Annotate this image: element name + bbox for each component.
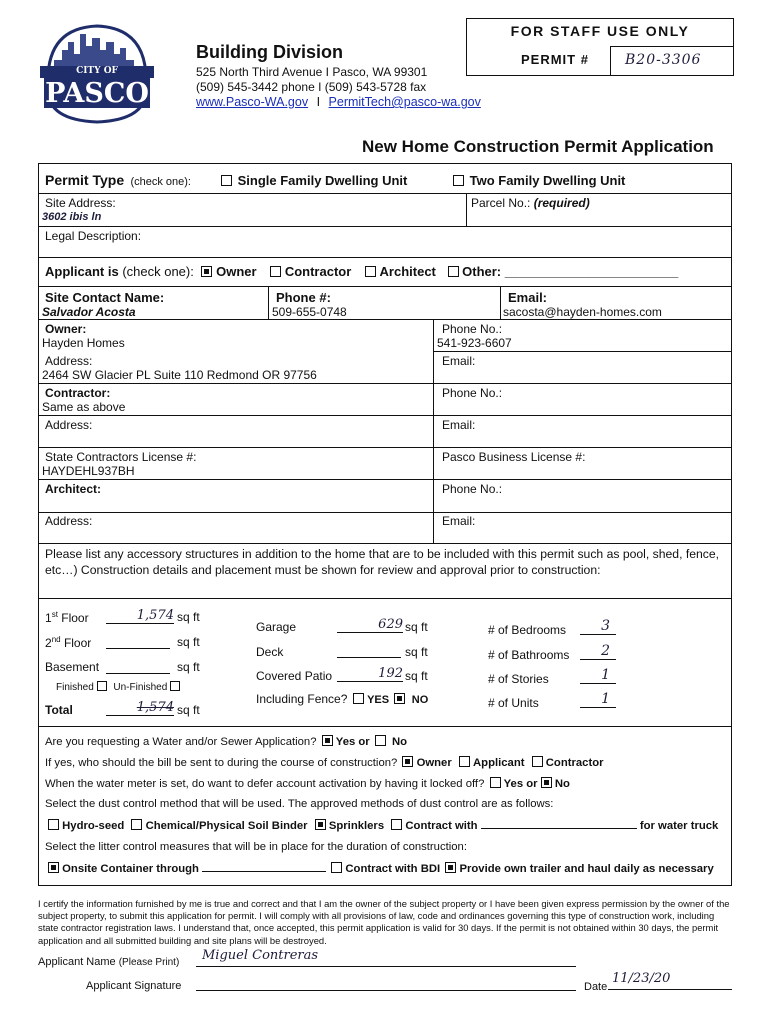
site-address-label: Site Address: (45, 196, 116, 210)
total-label: Total (45, 703, 73, 717)
meter-lock-yes-checkbox[interactable] (490, 777, 501, 788)
units-value: 1 (601, 691, 610, 707)
units-field[interactable] (580, 691, 616, 708)
first-floor-value: 1,574 (136, 608, 174, 623)
patio-field[interactable] (337, 666, 403, 682)
applicant-owner-label: Owner (216, 264, 257, 279)
divider (38, 257, 732, 258)
stories-field[interactable] (580, 667, 616, 684)
second-floor-num: 2 (45, 636, 52, 650)
onsite-container-checkbox[interactable] (48, 862, 59, 873)
owner-address-label: Address: (45, 354, 93, 368)
meter-lock-no-label: No (554, 778, 570, 790)
dust-contract-checkbox[interactable] (391, 819, 402, 830)
water-request-row (45, 735, 407, 748)
permit-type-label: Permit Type (45, 172, 125, 188)
divider (38, 286, 732, 287)
applicant-other-label: Other: ________________________ (462, 264, 679, 279)
bill-owner-checkbox[interactable] (402, 756, 413, 767)
permit-type-hint: (check one): (130, 176, 191, 188)
form-title: New Home Construction Permit Application (362, 137, 714, 156)
dust-contract-field[interactable] (481, 819, 637, 829)
fence-no-checkbox[interactable] (394, 693, 405, 704)
deck-unit: sq ft (405, 645, 428, 659)
architect-phone-label[interactable]: Phone No.: (442, 482, 503, 496)
divider (500, 286, 501, 319)
garage-value: 629 (378, 617, 403, 632)
bedrooms-field[interactable] (580, 618, 616, 635)
bedrooms-label: # of Bedrooms (488, 623, 567, 637)
meter-lock-yes-label: Yes or (503, 778, 538, 790)
link-separator: I (316, 95, 321, 109)
contractor-value[interactable]: Same as above (42, 400, 126, 414)
contractor-label: Contractor: (45, 386, 111, 400)
permit-type-label-group (45, 172, 191, 188)
garage-field[interactable] (337, 617, 403, 633)
own-trailer-label: Provide own trailer and haul daily as necessary (459, 863, 714, 875)
fence-row (256, 692, 428, 706)
bdi-checkbox[interactable] (331, 862, 342, 873)
patio-unit: sq ft (405, 669, 428, 683)
owner-phone-value[interactable]: 541-923-6607 (437, 336, 512, 350)
owner-email-label[interactable]: Email: (442, 354, 476, 368)
applicant-name-hint: (Please Print) (118, 957, 180, 968)
contractor-address-label[interactable]: Address: (45, 418, 93, 432)
meter-lock-row (45, 777, 570, 790)
hydroseed-label: Hydro-seed (62, 820, 125, 832)
business-license-label[interactable]: Pasco Business License #: (442, 450, 586, 464)
bedrooms-value: 3 (601, 618, 610, 634)
water-request-question: Are you requesting a Water and/or Sewer Application? (45, 736, 317, 748)
city-logo (34, 20, 160, 124)
permit-number-field[interactable] (610, 46, 734, 76)
divider (433, 351, 732, 352)
bill-applicant-label: Applicant (473, 757, 525, 769)
contact-phone-value[interactable]: 509-655-0748 (272, 305, 347, 319)
applicant-signature-field[interactable] (196, 975, 576, 991)
dust-contract-end: for water truck (639, 820, 719, 832)
total-value: 1,574 (136, 700, 174, 715)
architect-address-label[interactable]: Address: (45, 514, 93, 528)
dust-contract-label: Contract with (405, 820, 478, 832)
divider (433, 512, 434, 543)
division-address: 525 North Third Avenue I Pasco, WA 99301 (196, 65, 428, 79)
divider (38, 726, 732, 727)
first-floor-sup: st (51, 610, 58, 619)
bill-contractor-label: Contractor (545, 757, 604, 769)
fence-no-label: NO (411, 694, 429, 706)
unfinished-checkbox[interactable] (170, 681, 180, 691)
hydroseed-checkbox[interactable] (48, 819, 59, 830)
state-license-label: State Contractors License #: (45, 450, 197, 464)
applicant-name-field[interactable] (196, 949, 576, 967)
applicant-architect-label: Architect (379, 264, 436, 279)
division-phone: (509) 545-3442 phone I (509) 543-5728 fax (196, 80, 427, 94)
date-value: 11/23/20 (612, 971, 671, 986)
onsite-container-field[interactable] (202, 862, 326, 872)
contact-email-value[interactable]: sacosta@hayden-homes.com (503, 305, 662, 319)
parcel-label: Parcel No.: (471, 196, 531, 210)
permit-number-value: B20-3306 (625, 52, 702, 68)
stories-label: # of Stories (488, 672, 549, 686)
water-yes-label: Yes or (335, 736, 370, 748)
division-title: Building Division (196, 42, 343, 62)
applicant-name-label-group (38, 956, 179, 968)
deck-field[interactable] (337, 642, 401, 658)
water-no-label: No (391, 736, 408, 748)
bill-applicant-checkbox[interactable] (459, 756, 470, 767)
applicant-other-checkbox[interactable] (448, 266, 459, 277)
divider (38, 543, 732, 544)
second-floor-sup: nd (51, 635, 61, 644)
parcel-required: (required) (533, 196, 590, 210)
single-family-label: Single Family Dwelling Unit (237, 173, 408, 188)
divider (466, 193, 467, 226)
contact-phone-label: Phone #: (276, 290, 331, 305)
applicant-contractor-checkbox[interactable] (270, 266, 281, 277)
divider (38, 319, 732, 320)
permit-type-single[interactable] (221, 173, 407, 188)
permit-number-label: PERMIT # (521, 52, 589, 67)
contractor-email-label[interactable]: Email: (442, 418, 476, 432)
water-no-checkbox[interactable] (375, 735, 386, 746)
finished-checkbox[interactable] (97, 681, 107, 691)
water-bill-question: If yes, who should the bill be sent to during the course of construction? (45, 757, 398, 769)
applicant-signature-label: Applicant Signature (86, 980, 182, 992)
website-link[interactable]: www.Pasco-WA.gov (196, 95, 309, 109)
divider (38, 598, 732, 599)
staff-use-box (466, 18, 734, 76)
second-floor-row (45, 635, 91, 650)
first-floor-row[interactable] (45, 610, 89, 625)
patio-label: Covered Patio (256, 669, 333, 683)
first-floor-field[interactable] (106, 608, 174, 624)
units-label: # of Units (488, 696, 539, 710)
water-yes-checkbox[interactable] (322, 735, 333, 746)
site-contact-value[interactable]: Salvador Acosta (42, 305, 136, 319)
architect-email-label[interactable]: Email: (442, 514, 476, 528)
divider (38, 512, 732, 513)
bdi-label: Contract with BDI (345, 863, 441, 875)
fence-yes-label: YES (367, 694, 390, 706)
division-links (196, 95, 481, 109)
architect-label[interactable]: Architect: (45, 482, 102, 496)
applicant-is-row (45, 264, 678, 279)
basement-field[interactable] (106, 658, 170, 674)
logo-city-of: CITY OF (76, 66, 118, 76)
own-trailer-checkbox[interactable] (445, 862, 456, 873)
divider (38, 415, 732, 416)
first-floor-num: 1 (45, 611, 52, 625)
divider (38, 226, 732, 227)
contractor-phone-label[interactable]: Phone No.: (442, 386, 503, 400)
owner-address-value[interactable]: 2464 SW Glacier PL Suite 110 Redmond OR 97756 (42, 368, 317, 382)
contact-email-label: Email: (508, 290, 548, 305)
dust-control-question: Select the dust control method that will be used. The approved methods of dust control are as follows: (45, 798, 554, 810)
applicant-name-value: Miguel Contreras (202, 948, 319, 963)
bathrooms-field[interactable] (580, 643, 616, 660)
dust-control-options (48, 819, 718, 832)
bill-owner-label: Owner (416, 757, 452, 769)
total-unit: sq ft (177, 703, 200, 717)
applicant-owner-checkbox[interactable] (201, 266, 212, 277)
garage-unit: sq ft (405, 620, 428, 634)
total-field[interactable] (106, 700, 174, 716)
two-family-label: Two Family Dwelling Unit (469, 173, 626, 188)
date-field[interactable] (608, 972, 732, 990)
state-license-value[interactable]: HAYDEHL937BH (42, 464, 135, 478)
owner-phone-label: Phone No.: (442, 322, 503, 336)
meter-lock-question: When the water meter is set, do want to defer account activation by having it locked off? (45, 778, 485, 790)
second-floor-field[interactable] (106, 633, 170, 649)
sprinklers-label: Sprinklers (328, 820, 385, 832)
divider (38, 447, 732, 448)
applicant-is-hint: (check one): (122, 264, 194, 279)
litter-control-options (48, 862, 714, 875)
second-floor-unit: sq ft (177, 635, 200, 649)
email-link[interactable]: PermitTech@pasco-wa.gov (328, 95, 481, 109)
basement-label: Basement (45, 660, 100, 674)
divider (38, 383, 732, 384)
sprinklers-checkbox[interactable] (315, 819, 326, 830)
garage-label: Garage (256, 620, 297, 634)
basement-unit: sq ft (177, 660, 200, 674)
first-floor-word: Floor (61, 611, 89, 625)
onsite-container-label: Onsite Container through (62, 863, 199, 875)
divider (38, 193, 732, 194)
two-family-checkbox[interactable] (453, 175, 464, 186)
litter-control-question: Select the litter control measures that will be in place for the duration of construction: (45, 841, 467, 853)
stories-value: 1 (601, 667, 610, 683)
bill-contractor-checkbox[interactable] (532, 756, 543, 767)
meter-lock-no-checkbox[interactable] (541, 777, 552, 788)
single-family-checkbox[interactable] (221, 175, 232, 186)
soil-binder-label: Chemical/Physical Soil Binder (145, 820, 308, 832)
parcel-group[interactable] (471, 196, 590, 210)
applicant-architect-checkbox[interactable] (365, 266, 376, 277)
owner-label: Owner: (45, 322, 87, 336)
legal-description-label[interactable]: Legal Description: (45, 229, 142, 243)
basement-finish-row (56, 681, 180, 693)
fence-yes-checkbox[interactable] (353, 693, 364, 704)
applicant-name-label: Applicant Name (38, 956, 116, 968)
site-address-value[interactable]: 3602 ibis ln (42, 211, 102, 223)
date-label: Date (584, 981, 608, 993)
applicant-is-label: Applicant is (45, 264, 119, 279)
logo-pasco: PASCO (45, 78, 149, 109)
divider (268, 286, 269, 319)
permit-type-two[interactable] (453, 173, 625, 188)
fence-label: Including Fence? (256, 692, 348, 706)
bathrooms-value: 2 (601, 643, 610, 659)
accessory-instructions: Please list any accessory structures in addition to the home that are to be included with this permit such as pool, shed, fence, etc…) Construction details and placement must be shown for review and approval prior to construction: (45, 547, 720, 577)
owner-value[interactable]: Hayden Homes (42, 336, 125, 350)
soil-binder-checkbox[interactable] (131, 819, 142, 830)
finished-label: Finished (56, 682, 94, 693)
staff-use-title: FOR STAFF USE ONLY (510, 23, 690, 39)
applicant-contractor-label: Contractor (284, 264, 352, 279)
divider (38, 479, 732, 480)
deck-label: Deck (256, 645, 284, 659)
certification-text: I certify the information furnished by me is true and correct and that I am the owner of the subject property or I have been given express permission by the owner of the subject property, to submit this application for permit. I will comply with all provisions of law, code and ordinances governing this type of construction work, including state contractor registration laws. I understand that, once accepted, this permit application is valid for 30 days. If the permit is not obtained within 30 days, the permit application and all submitted building and site plans will be destroyed. (38, 898, 730, 946)
patio-value: 192 (378, 666, 403, 681)
bathrooms-label: # of Bathrooms (488, 648, 570, 662)
second-floor-word: Floor (63, 636, 92, 650)
unfinished-label: Un-Finished (113, 682, 168, 693)
water-bill-row (45, 756, 604, 769)
first-floor-unit: sq ft (177, 610, 200, 624)
site-contact-label: Site Contact Name: (45, 290, 165, 305)
